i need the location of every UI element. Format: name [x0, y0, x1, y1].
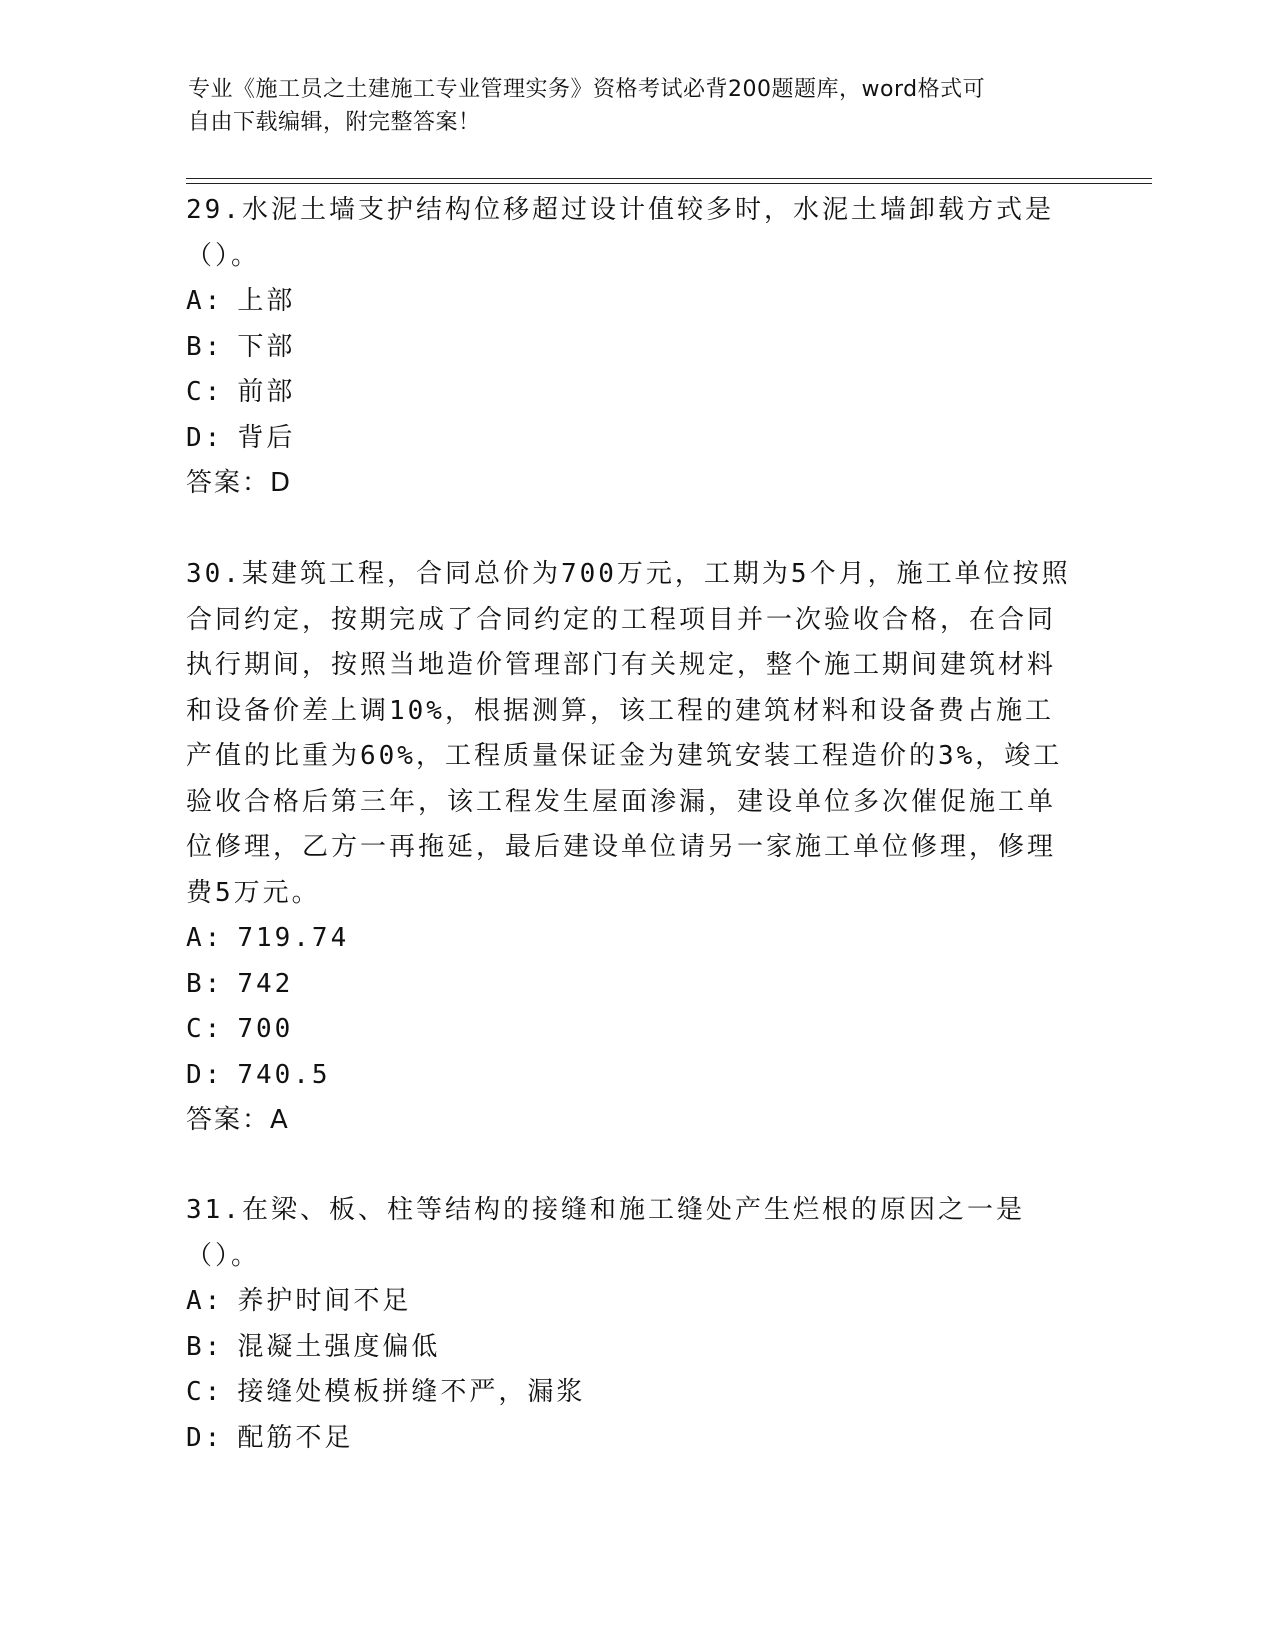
option-text: 742 — [237, 968, 294, 999]
option-b: B: 下部 — [186, 331, 296, 362]
header-divider-bottom — [186, 183, 1152, 184]
option-a: A: 上部 — [186, 286, 296, 316]
option-c: C: 前部 — [186, 377, 296, 407]
option-a: A: 养护时间不足 — [186, 1286, 412, 1316]
option-text: 740.5 — [237, 1059, 331, 1090]
option-text: 养护时间不足 — [237, 1286, 412, 1316]
option-letter: A — [186, 1286, 205, 1316]
option-letter: D — [186, 422, 205, 453]
option-text: 下部 — [237, 331, 296, 362]
option-c: C: 700 — [186, 1014, 294, 1044]
option-letter: A — [186, 286, 205, 316]
option-text: 上部 — [237, 286, 296, 316]
option-letter: C — [186, 1014, 205, 1044]
option-letter: B — [186, 968, 205, 999]
answer-line: 答案：A — [186, 1105, 290, 1135]
option-c: C: 接缝处模板拼缝不严，漏浆 — [186, 1377, 586, 1407]
option-b: B: 742 — [186, 968, 294, 999]
question-31 — [186, 1188, 1076, 1461]
option-text: 700 — [237, 1014, 294, 1044]
option-letter: A — [186, 923, 205, 953]
option-letter: C — [186, 1377, 205, 1407]
question-stem: 30.某建筑工程，合同总价为700万元，工期为5个月，施工单位按照合同约定，按期完成了合同约定的工程项目并一次验收合格，在合同执行期间，按照当地造价管理部门有关规定，整个施工期间建筑材料和设备价差上调10%，根据测算，该工程的建筑材料和设备费占施工产值的比重为60%，工程质量保证金为建筑安装工程造价的3%，竣工验收合格后第三年，该工程发生屋面渗漏，建设单位多次催促施工单位修理，乙方一再拖延，最后建设单位请另一家施工单位修理，修理费5万元。 — [186, 559, 1071, 908]
option-a: A: 719.74 — [186, 923, 350, 953]
question-stem: 29.水泥土墙支护结构位移超过设计值较多时，水泥土墙卸载方式是（）。 — [186, 195, 1054, 271]
question-29 — [186, 188, 1076, 507]
option-d: D: 配筋不足 — [186, 1422, 354, 1453]
question-stem: 31.在梁、板、柱等结构的接缝和施工缝处产生烂根的原因之一是（）。 — [186, 1195, 1025, 1271]
option-letter: B — [186, 1331, 205, 1362]
answer-line: 答案：D — [186, 468, 293, 498]
option-d: D: 740.5 — [186, 1059, 331, 1090]
option-text: 背后 — [237, 422, 296, 453]
option-text: 前部 — [237, 377, 296, 407]
option-letter: D — [186, 1059, 205, 1090]
option-b: B: 混凝土强度偏低 — [186, 1331, 441, 1362]
option-text: 接缝处模板拼缝不严，漏浆 — [237, 1377, 586, 1407]
question-30 — [186, 552, 1076, 1144]
header-divider-top — [186, 178, 1152, 179]
header-line-1: 专业《施工员之土建施工专业管理实务》资格考试必背200题题库，word格式可 — [188, 77, 986, 102]
header-line-2: 自由下载编辑，附完整答案！ — [188, 110, 481, 135]
option-letter: D — [186, 1422, 205, 1453]
option-d: D: 背后 — [186, 422, 296, 453]
option-text: 混凝土强度偏低 — [237, 1331, 441, 1362]
option-text: 配筋不足 — [237, 1422, 354, 1453]
document-header — [188, 73, 1068, 139]
option-letter: B — [186, 331, 205, 362]
option-letter: C — [186, 377, 205, 407]
option-text: 719.74 — [237, 923, 350, 953]
